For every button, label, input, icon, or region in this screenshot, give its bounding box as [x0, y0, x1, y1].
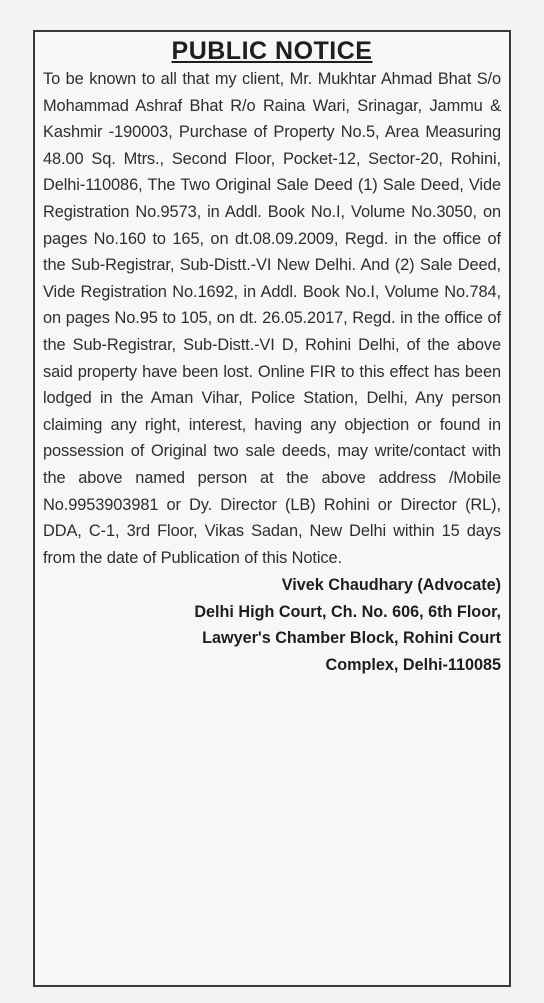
advocate-address-line-3: Complex, Delhi-110085 [325, 656, 501, 675]
public-notice-box [33, 30, 511, 987]
advocate-address-line-1: Delhi High Court, Ch. No. 606, 6th Floor, [194, 602, 501, 621]
notice-body: To be known to all that my client, Mr. Mukhtar Ahmad Bhat S/o Mohammad Ashraf Bhat R/o Raina Wari, Srinagar, Jammu & Kashmir -190003, Purchase of Property No.5, Area Measuring 48.00 Sq. Mtrs., Second Floor, Pocket-12, Sector-20, Rohini, Delhi-110086, The Two Original Sale Deed (1) Sale Deed, Vide Registration No.9573, in Addl. Book No.I, Volume No.3050, on pages No.160 to 165, on dt.08.09.2009, Regd. in the office of the Sub-Registrar, Sub-Distt.-VI New Delhi. And (2) Sale Deed, Vide Registration No.1692, in Addl. Book No.I, Volume No.784, on pages No.95 to 105, on dt. 26.05.2017, Regd. in the office of the Sub-Registrar, Sub-Distt.-VI D, Rohini Delhi, of the above said property have been lost. Online FIR to this effect has been lodged in the Aman Vihar, Police Station, Delhi, Any person claiming any right, interest, having any objection or found in possession of Original two sale deeds, may write/contact with the above named person at the above address /Mobile No.9953903981 or Dy. Director (LB) Rohini or Director (RL), DDA, C-1, 3rd Floor, Vikas Sadan, New Delhi within 15 days from the date of Publication of this Notice. [43, 70, 501, 567]
advocate-name: Vivek Chaudhary (Advocate) [281, 576, 501, 595]
advocate-address-line-2: Lawyer's Chamber Block, Rohini Court [202, 629, 501, 648]
notice-title: PUBLIC NOTICE [171, 37, 373, 65]
advocate-signature-block [43, 572, 501, 678]
